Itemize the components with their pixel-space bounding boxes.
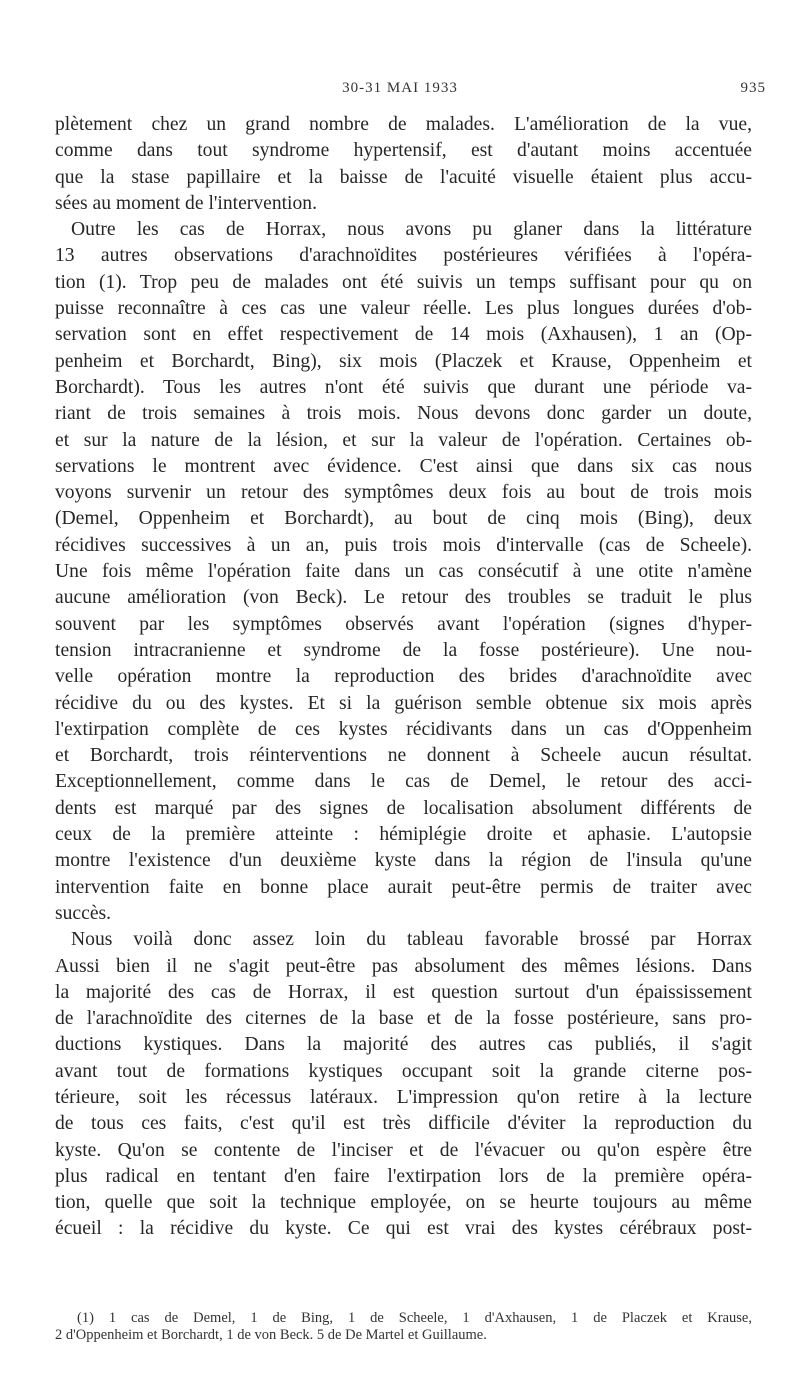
text-line: la majorité des cas de Horrax, il est question surtout d'un épaississement <box>55 981 752 1003</box>
text-line: plètement chez un grand nombre de malades. L'amélioration de la vue, <box>55 114 752 135</box>
header-date: 30-31 MAI 1933 <box>342 80 458 96</box>
text-line: comme dans tout syndrome hypertensif, est d'autant moins accentuée <box>55 140 752 162</box>
text-line: tension intracranienne et syndrome de la fosse postérieure). Une nou- <box>55 639 752 661</box>
page-number: 935 <box>740 80 766 96</box>
text-line: de l'arachnoïdite des citernes de la base et de la fosse postérieure, sans pro- <box>55 1008 752 1030</box>
text-line: récidives successives à un an, puis trois mois d'intervalle (cas de Scheele). <box>55 534 752 556</box>
text-line: 13 autres observations d'arachnoïdites postérieures vérifiées à l'opéra- <box>55 245 752 267</box>
text-line: puisse reconnaître à ces cas une valeur réelle. Les plus longues durées d'ob- <box>55 298 752 320</box>
text-line: l'extirpation complète de ces kystes récidivants dans un cas d'Oppenheim <box>55 718 752 740</box>
text-line: servations le montrent avec évidence. C'est ainsi que dans six cas nous <box>55 455 752 477</box>
text-line: ductions kystiques. Dans la majorité des autres cas publiés, il s'agit <box>55 1034 752 1056</box>
text-line: écueil : la récidive du kyste. Ce qui est vrai des kystes cérébraux post- <box>55 1218 752 1240</box>
text-line: (Demel, Oppenheim et Borchardt), au bout de cinq mois (Bing), deux <box>55 508 752 530</box>
text-line: Outre les cas de Horrax, nous avons pu glaner dans la littérature <box>71 219 752 241</box>
text-line: intervention faite en bonne place aurait peut-être permis de traiter avec <box>55 876 752 898</box>
text-line: Borchardt). Tous les autres n'ont été suivis que durant une période va- <box>55 376 752 398</box>
text-line: Exceptionnellement, comme dans le cas de Demel, le retour des acci- <box>55 771 752 793</box>
footnote-line: (1) 1 cas de Demel, 1 de Bing, 1 de Scheele, 1 d'Axhausen, 1 de Placzek et Krause, <box>77 1310 752 1326</box>
text-line: sées au moment de l'intervention. <box>55 192 317 214</box>
text-line: Nous voilà donc assez loin du tableau favorable brossé par Horrax <box>71 929 752 951</box>
text-line: dents est marqué par des signes de localisation absolument différents de <box>55 797 752 819</box>
text-line: souvent par les symptômes observés avant l'opération (signes d'hyper- <box>55 613 752 635</box>
text-line: servation sont en effet respectivement de 14 mois (Axhausen), 1 an (Op- <box>55 324 752 346</box>
text-line: que la stase papillaire et la baisse de l'acuité visuelle étaient plus accu- <box>55 166 752 188</box>
body-text <box>55 112 752 1243</box>
text-line: voyons survenir un retour des symptômes deux fois au bout de trois mois <box>55 482 752 504</box>
text-line: tion (1). Trop peu de malades ont été suivis un temps suffisant pour qu on <box>55 271 752 293</box>
footnote-line: 2 d'Oppenheim et Borchardt, 1 de von Beck. 5 de De Martel et Guillaume. <box>55 1327 487 1343</box>
text-line: et Borchardt, trois réinterventions ne donnent à Scheele aucun résultat. <box>55 745 752 767</box>
text-line: térieure, soit les récessus latéraux. L'impression qu'on retire à la lecture <box>55 1086 752 1108</box>
text-line: récidive du ou des kystes. Et si la guérison semble obtenue six mois après <box>55 692 752 714</box>
text-line: Aussi bien il ne s'agit peut-être pas absolument des mêmes lésions. Dans <box>55 955 752 977</box>
text-line: riant de trois semaines à trois mois. Nous devons donc garder un doute, <box>55 403 752 425</box>
text-line: tion, quelle que soit la technique employée, on se heurte toujours au même <box>55 1192 752 1214</box>
text-line: avant tout de formations kystiques occupant soit la grande citerne pos- <box>55 1060 752 1082</box>
footnotes <box>55 1310 752 1344</box>
text-line: aucune amélioration (von Beck). Le retour des troubles se traduit le plus <box>55 587 752 609</box>
text-line: montre l'existence d'un deuxième kyste dans la région de l'insula qu'une <box>55 850 752 872</box>
text-line: Une fois même l'opération faite dans un cas consécutif à une otite n'amène <box>55 561 752 583</box>
text-line: penheim et Borchardt, Bing), six mois (Placzek et Krause, Oppenheim et <box>55 350 752 372</box>
running-header <box>0 80 800 104</box>
text-line: velle opération montre la reproduction des brides d'arachnoïdite avec <box>55 666 752 688</box>
text-line: plus radical en tentant d'en faire l'extirpation lors de la première opéra- <box>55 1165 752 1187</box>
text-line: de tous ces faits, c'est qu'il est très difficile d'éviter la reproduction du <box>55 1113 752 1135</box>
text-line: kyste. Qu'on se contente de l'inciser et de l'évacuer ou qu'on espère être <box>55 1139 752 1161</box>
text-line: et sur la nature de la lésion, et sur la valeur de l'opération. Certaines ob- <box>55 429 752 451</box>
text-line: ceux de la première atteinte : hémiplégie droite et aphasie. L'autopsie <box>55 824 752 846</box>
text-line: succès. <box>55 902 112 924</box>
